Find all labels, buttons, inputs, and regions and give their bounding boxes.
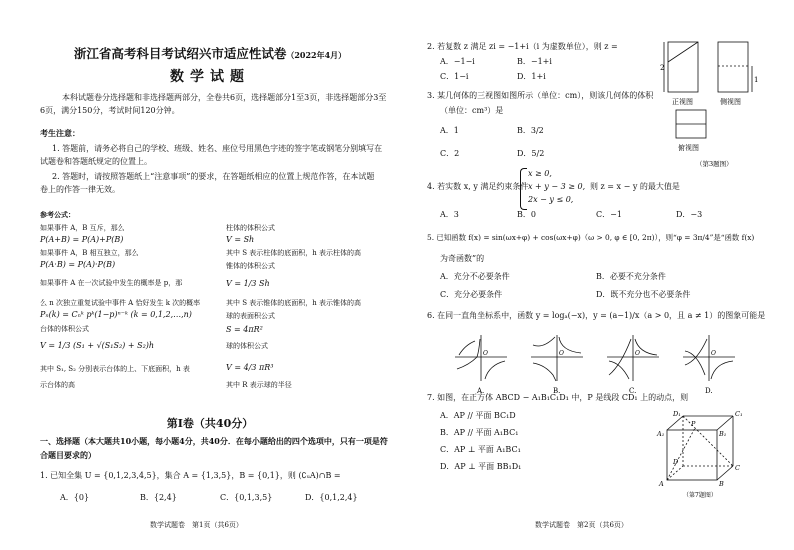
exam-title: 浙江省高考科目考试绍兴市适应性试卷（2022年4月） (73, 46, 347, 61)
option: C．{0,1,3,5} (220, 493, 273, 502)
note-line: 2. 答题时，请按照答题纸上“注意事项”的要求，在答题纸相应的位置上规范作答，在本试题 (52, 172, 375, 181)
brace (520, 168, 527, 210)
formula-text: 其中 R 表示球的半径 (226, 381, 292, 389)
svg-text:B₁: B₁ (719, 430, 727, 438)
option: D．{0,1,2,4} (305, 493, 358, 502)
question-stem: 为奇函数”的 (440, 254, 485, 263)
graph-label: D. (705, 387, 713, 395)
formula-text: 台体的体积公式 (40, 325, 89, 333)
page-footer: 数学试题卷 第2页（共6页） (535, 521, 628, 529)
cube-figure (655, 408, 755, 500)
svg-text:A₁: A₁ (657, 430, 665, 438)
three-view-figure (660, 38, 770, 173)
option: A．AP // 平面 BC₁D (440, 411, 516, 420)
part-heading: 第Ⅰ卷（共40分） (166, 417, 254, 430)
formula-text: 如果事件 A，B 互斥，那么 (40, 224, 125, 232)
option: D．既不充分也不必要条件 (596, 290, 691, 299)
question-stem: （单位：cm³）是 (440, 106, 504, 115)
svg-text:C₁: C₁ (735, 410, 743, 418)
svg-text:O: O (711, 350, 716, 357)
question-stem: 则 z = x − y 的最大值是 (590, 182, 680, 191)
formula-text: 球的体积公式 (226, 342, 268, 350)
formula-text: 球的表面积公式 (226, 312, 275, 320)
option: C．AP ⊥ 平面 A₁BC₁ (440, 445, 521, 454)
formula-text: V = Sh (226, 235, 255, 244)
svg-text:P: P (691, 420, 696, 428)
note-line: 试题卷和答题纸规定的位置上。 (40, 157, 152, 166)
formula-text: P(A+B) = P(A)+P(B) (40, 235, 124, 244)
constraint: x ≥ 0, (528, 169, 552, 178)
svg-text:B: B (719, 480, 724, 488)
option: B．AP // 平面 A₁BC₁ (440, 428, 519, 437)
notes-heading: 考生注意： (40, 128, 80, 138)
cube-front-face (667, 430, 717, 480)
dim-label: 1 (754, 76, 759, 84)
question-stem: 5. 已知函数 f(x) = sin(ωx+φ) + cos(ωx+φ)（ω > 0, φ ∈ [0, 2π)），则“φ = 3π/4”是“函数 f(x) (427, 233, 755, 242)
formula-text: Pₙ(k) = Cₙᵏ pᵏ(1−p)ⁿ⁻ᵏ (k = 0,1,2,…,n) (40, 310, 192, 319)
page-footer: 数学试题卷 第1页（共6页） (150, 521, 243, 529)
side-view-label: 侧视图 (720, 98, 741, 106)
front-view-line (668, 42, 698, 62)
formula-text: 其中 S 表示锥体的底面积，h 表示锥体的高 (226, 299, 361, 307)
option: D．AP ⊥ 平面 BB₁D₁ (440, 462, 522, 471)
graph-d (683, 335, 735, 381)
svg-text:D₁: D₁ (673, 410, 681, 418)
note-line: 1. 答题前，请务必将自己的学校、班级、姓名、座位号用黑色字迹的签字笔或钢笔分别填写在 (52, 144, 383, 153)
section-heading: 一、选择题（本大题共10小题，每小题4分，共40分．在每小题给出的四个选项中，只有一项是符 (40, 436, 388, 446)
intro-line: 6页，满分150分，考试时间120分钟。 (40, 106, 180, 115)
question-stem: 3. 某几何体的三视图如图所示（单位：cm），则该几何体的体积 (427, 91, 654, 100)
option: D．−3 (676, 210, 703, 219)
option: A．{0} (60, 493, 90, 502)
option: C．充分必要条件 (440, 290, 503, 299)
constraint: 2x − y ≤ 0, (528, 195, 574, 204)
formula-heading: 参考公式： (40, 210, 75, 219)
formula-text: 锥体的体积公式 (226, 262, 275, 270)
intro-line: 本科试题卷分选择题和非选择题两部分，全卷共6页，选择题部分1至3页，非选择题部分3至 (62, 93, 387, 102)
question-stem: 4. 若实数 x, y 满足约束条件 (427, 182, 529, 191)
graph-a (455, 335, 507, 381)
formula-text: 柱体的体积公式 (226, 224, 275, 232)
svg-text:A: A (659, 480, 664, 488)
option: B．−1+i (517, 57, 552, 66)
formula-text: 如果事件 A 在一次试验中发生的概率是 p，那 (40, 279, 183, 287)
svg-text:C: C (735, 464, 740, 472)
option: B．0 (517, 210, 536, 219)
formula-text: S = 4πR² (226, 325, 263, 334)
figure-caption: （第7题图） (683, 492, 717, 499)
option: A．充分不必要条件 (440, 272, 510, 281)
svg-text:O: O (559, 350, 564, 357)
question-stem: 6. 在同一直角坐标系中，函数 y = logₐ(−x)，y = (a−1)/x（a > 0，且 a ≠ 1）的图象可能是 (427, 311, 766, 320)
question-stem: 2. 若复数 z 满足 zi = −1+i（i 为虚数单位），则 z = (427, 42, 618, 51)
graph-label: B. (553, 387, 561, 395)
subject-title: 数学试题 (170, 69, 250, 85)
formula-text: 其中 S 表示柱体的底面积，h 表示柱体的高 (226, 249, 361, 257)
question-stem: 1. 已知全集 U = {0,1,2,3,4,5}，集合 A = {1,3,5}，B = {0,1}，则 (∁ᵤA)∩B = (40, 471, 341, 480)
option: B．3/2 (517, 126, 544, 135)
option: A．1 (440, 126, 459, 135)
graph-c (607, 335, 659, 381)
graph-label: C. (629, 387, 637, 395)
formula-text: 如果事件 A，B 相互独立，那么 (40, 249, 139, 257)
formula-text: V = 1/3 Sh (226, 279, 270, 288)
question-stem: 7. 如图，在正方体 ABCD − A₁B₁C₁D₁ 中，P 是线段 CD₁ 上的动点，则 (427, 393, 689, 402)
top-view-label: 俯视图 (678, 144, 699, 152)
option: C．1−i (440, 72, 469, 81)
option: B．{2,4} (140, 493, 177, 502)
svg-text:D: D (673, 458, 679, 466)
figure-caption: （第3题图） (696, 160, 733, 168)
q6-graphs (455, 335, 755, 395)
dim-label: 2 (660, 64, 665, 72)
option: D．1+i (517, 72, 546, 81)
graph-b (531, 335, 583, 381)
option: A．−1−i (440, 57, 475, 66)
side-view (718, 42, 748, 92)
option: C．−1 (596, 210, 622, 219)
front-view (668, 42, 698, 92)
note-line: 卷上的作答一律无效。 (40, 185, 120, 194)
svg-text:O: O (635, 350, 640, 357)
option: C．2 (440, 149, 460, 158)
constraint: x + y − 3 ≥ 0, (528, 182, 586, 191)
section-heading: 合题目要求的） (40, 450, 96, 460)
front-view-label: 正视图 (672, 98, 693, 106)
formula-text: 示台体的高 (40, 381, 75, 389)
formula-text: P(A·B) = P(A)·P(B) (40, 260, 116, 269)
option: D．5/2 (517, 149, 545, 158)
svg-text:O: O (483, 350, 488, 357)
option: A．3 (440, 210, 459, 219)
formula-text: 么 n 次独立重复试验中事件 A 恰好发生 k 次的概率 (40, 299, 201, 307)
option: B．必要不充分条件 (596, 272, 666, 281)
formula-text: 其中 S₁, S₂ 分别表示台体的上、下底面积，h 表 (40, 365, 190, 373)
formula-text: V = 1/3 (S₁ + √(S₁S₂) + S₂)h (40, 341, 155, 350)
formula-text: V = 4/3 πR³ (226, 363, 274, 372)
graph-label: A. (477, 387, 485, 395)
